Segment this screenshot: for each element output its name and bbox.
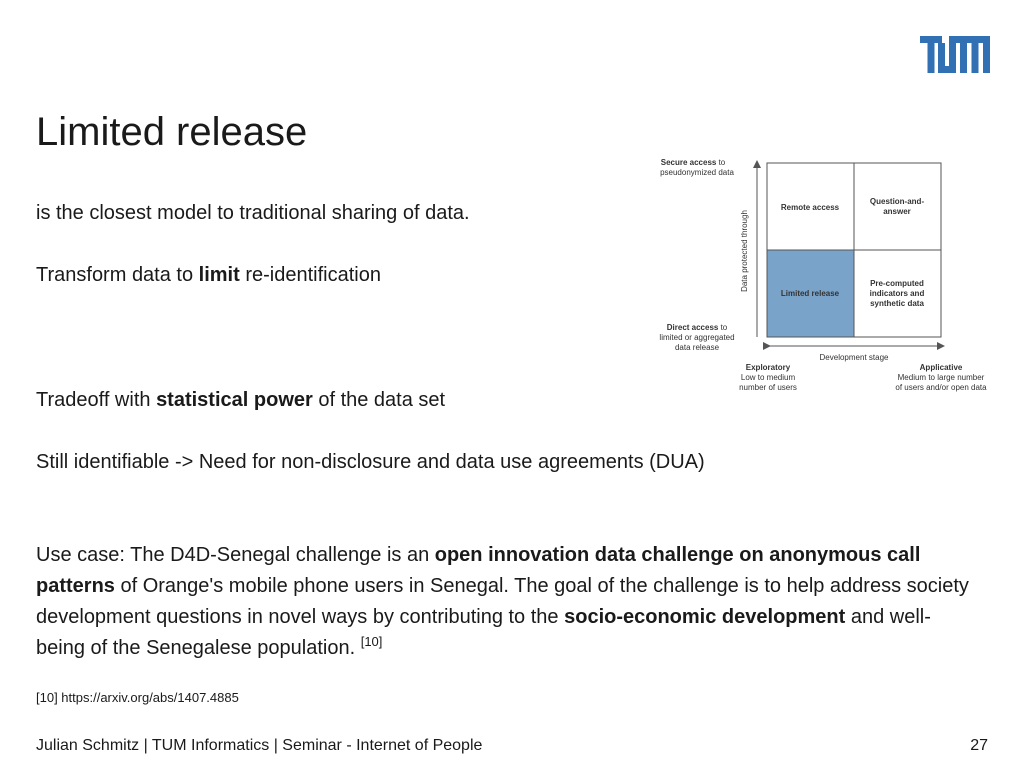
footer-text: Julian Schmitz | TUM Informatics | Seminar - Internet of People bbox=[36, 737, 483, 754]
bottom-access-label bbox=[667, 323, 728, 332]
slide-title: Limited release bbox=[36, 110, 308, 154]
applicative-title: Applicative bbox=[919, 363, 963, 372]
bottom-access-label-rest: to bbox=[718, 323, 728, 332]
transform-text-post: re-identification bbox=[239, 264, 381, 286]
tradeoff-text-post: of the data set bbox=[312, 389, 446, 411]
x-axis-label: Development stage bbox=[819, 353, 889, 362]
tradeoff-text bbox=[36, 389, 445, 412]
tradeoff-text-pre: Tradeoff with bbox=[36, 389, 157, 411]
use-case-text-2: of Orange's mobile phone users in Senegal. The goal of the challenge is to help address society development questions in novel ways by contributing to the bbox=[36, 575, 969, 628]
exploratory-title: Exploratory bbox=[745, 363, 791, 372]
question-label-line1: Question-and- bbox=[869, 197, 925, 206]
page-number: 27 bbox=[970, 737, 988, 754]
intro-text: is the closest model to traditional sharing of data. bbox=[36, 202, 470, 224]
question-label-line2: answer bbox=[883, 207, 911, 216]
top-access-label-bold: Secure access bbox=[660, 158, 717, 167]
use-case-text-3: and well-being of the Senegalese population. bbox=[36, 606, 931, 659]
use-case-paragraph bbox=[36, 540, 976, 664]
precomputed-label-line1: Pre-computed bbox=[870, 279, 924, 288]
top-access-label-rest: to bbox=[716, 158, 726, 167]
precomputed-label-line3: synthetic data bbox=[870, 299, 924, 308]
use-case-bold-2: socio-economic development bbox=[564, 606, 846, 628]
transform-text-pre: Transform data to bbox=[36, 264, 199, 286]
tradeoff-text-bold: statistical power bbox=[156, 389, 313, 411]
identifiable-text: Still identifiable -> Need for non-disclosure and data use agreements (DUA) bbox=[36, 451, 705, 473]
exploratory-line2: number of users bbox=[739, 383, 797, 392]
limited-release-label: Limited release bbox=[780, 289, 840, 298]
data-sharing-models-diagram bbox=[650, 150, 1000, 400]
applicative-line1: Medium to large number bbox=[897, 373, 985, 382]
top-access-label bbox=[661, 158, 726, 167]
use-case-bold-1: open innovation data challenge on anonymous call patterns bbox=[36, 544, 921, 597]
exploratory-line1: Low to medium bbox=[740, 373, 796, 382]
tum-logo bbox=[920, 36, 990, 73]
bottom-access-label-line3: data release bbox=[674, 343, 720, 352]
precomputed-label-line2: indicators and bbox=[869, 289, 925, 298]
y-axis-label: Data protected through bbox=[740, 210, 749, 292]
remote-access-label: Remote access bbox=[780, 203, 840, 212]
bottom-access-label-line2: limited or aggregated bbox=[659, 333, 735, 342]
transform-text bbox=[36, 264, 381, 287]
bottom-access-label-bold: Direct access bbox=[666, 323, 719, 332]
top-access-label-line2: pseudonymized data bbox=[660, 168, 734, 177]
use-case-text-1: Use case: The D4D-Senegal challenge is an bbox=[36, 544, 435, 566]
transform-text-bold: limit bbox=[198, 264, 240, 286]
citation-marker: [10] bbox=[360, 634, 383, 649]
reference: [10] https://arxiv.org/abs/1407.4885 bbox=[36, 690, 239, 705]
applicative-line2: of users and/or open data bbox=[895, 383, 987, 392]
